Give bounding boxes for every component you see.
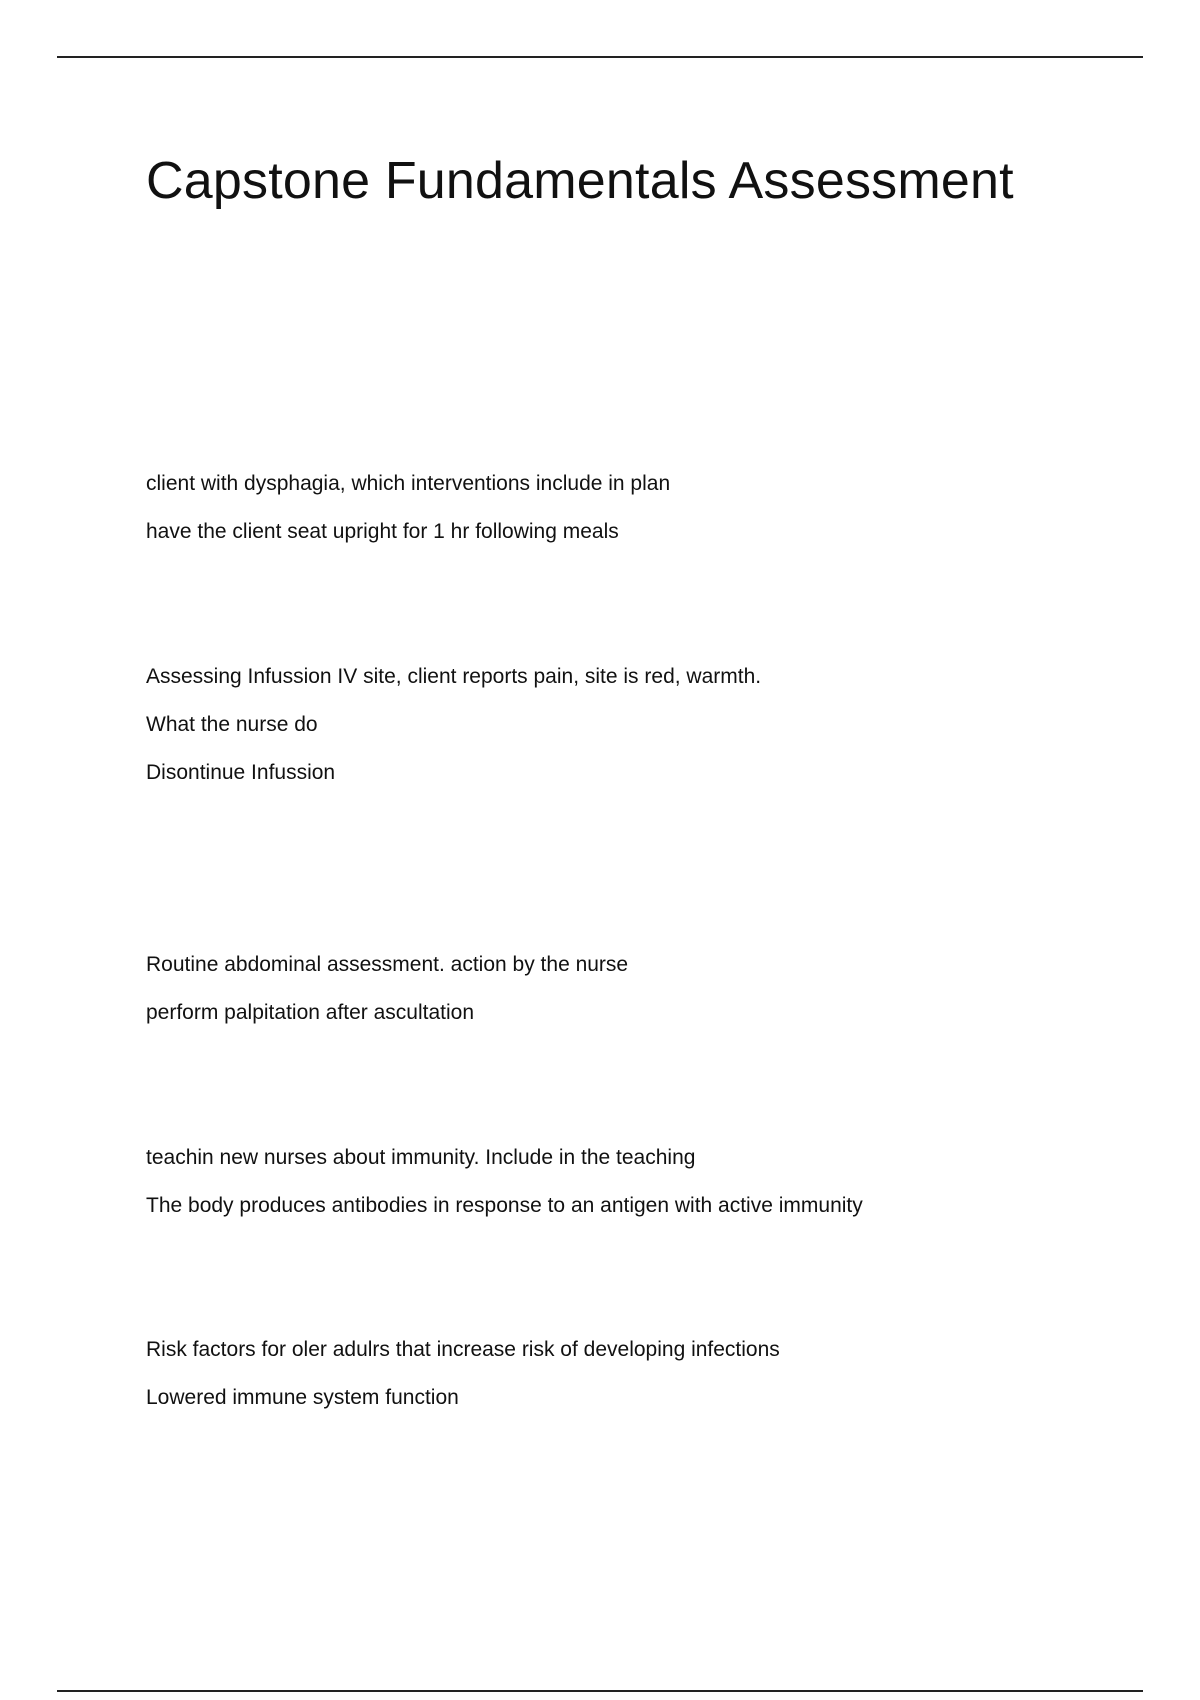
qa-item [146,653,761,797]
question-text: Routine abdominal assessment. action by the nurse [146,953,629,976]
answer-text: perform palpitation after ascultation [146,1001,475,1024]
question-text: Assessing Infussion IV site, client reports pain, site is red, warmth. [146,665,762,688]
question-text: client with dysphagia, which interventions include in plan [146,472,671,495]
answer-text: Lowered immune system function [146,1386,459,1409]
question-text: Risk factors for oler adulrs that increase risk of developing infections [146,1338,780,1361]
qa-item [146,1134,863,1230]
qa-item [146,460,670,556]
question-text: teachin new nurses about immunity. Include in the teaching [146,1146,696,1169]
page-title: Capstone Fundamentals Assessment [146,152,1014,210]
answer-text: have the client seat upright for 1 hr following meals [146,520,619,543]
qa-item [146,1326,780,1422]
answer-text: The body produces antibodies in response to an antigen with active immunity [146,1194,863,1217]
question-text-continued: What the nurse do [146,713,318,736]
footer-rule [57,1690,1143,1692]
answer-text: Disontinue Infussion [146,761,336,784]
header-rule [57,56,1143,58]
qa-item [146,941,628,1037]
